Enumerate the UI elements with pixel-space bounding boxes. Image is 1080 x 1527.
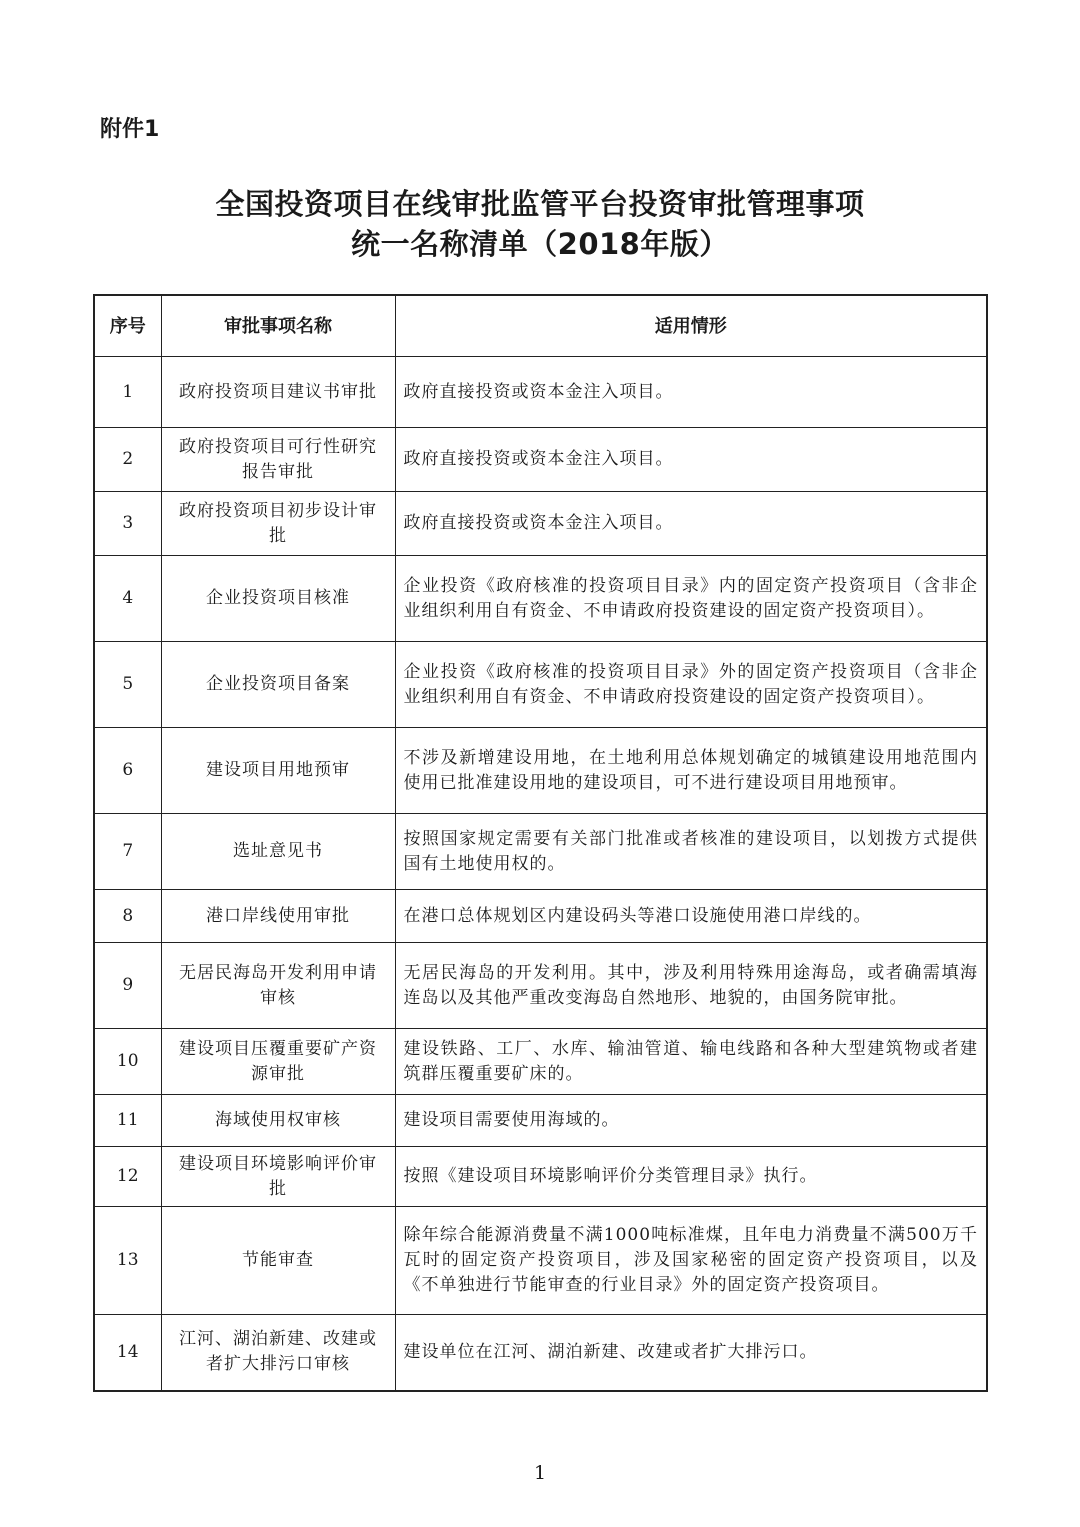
document-title-line-1: 全国投资项目在线审批监管平台投资审批管理事项 — [215, 187, 865, 221]
table-row — [94, 428, 987, 492]
row-scope: 建设铁路、工厂、水库、输油管道、输电线路和各种大型建筑物或者建筑群压覆重要矿床的。 — [395, 1029, 987, 1095]
row-seq: 6 — [94, 728, 161, 814]
row-seq: 7 — [94, 814, 161, 890]
row-scope: 按照国家规定需要有关部门批准或者核准的建设项目，以划拨方式提供国有土地使用权的。 — [395, 814, 987, 890]
row-seq: 9 — [94, 943, 161, 1029]
row-seq: 5 — [94, 642, 161, 728]
row-name: 港口岸线使用审批 — [161, 890, 395, 943]
row-name: 建设项目用地预审 — [161, 728, 395, 814]
table-row — [94, 890, 987, 943]
row-name: 海域使用权审核 — [161, 1095, 395, 1147]
row-scope: 建设单位在江河、湖泊新建、改建或者扩大排污口。 — [395, 1315, 987, 1391]
page-number: 1 — [533, 1462, 547, 1484]
row-seq: 2 — [94, 428, 161, 492]
row-name: 企业投资项目备案 — [161, 642, 395, 728]
attachment-label: 附件1 — [100, 117, 160, 142]
header-scope: 适用情形 — [395, 295, 987, 357]
table-row — [94, 1315, 987, 1391]
row-name: 政府投资项目初步设计审批 — [161, 492, 395, 556]
row-scope: 不涉及新增建设用地，在土地利用总体规划确定的城镇建设用地范围内使用已批准建设用地的建设项目，可不进行建设项目用地预审。 — [395, 728, 987, 814]
table-row — [94, 1095, 987, 1147]
table-row — [94, 814, 987, 890]
row-seq: 3 — [94, 492, 161, 556]
table-row — [94, 642, 987, 728]
row-seq: 4 — [94, 556, 161, 642]
row-scope: 政府直接投资或资本金注入项目。 — [395, 492, 987, 556]
row-name: 建设项目压覆重要矿产资源审批 — [161, 1029, 395, 1095]
table-row — [94, 943, 987, 1029]
row-scope: 政府直接投资或资本金注入项目。 — [395, 428, 987, 492]
approval-items-table — [93, 294, 988, 1392]
row-name: 政府投资项目可行性研究报告审批 — [161, 428, 395, 492]
row-scope: 企业投资《政府核准的投资项目目录》内的固定资产投资项目（含非企业组织利用自有资金、不申请政府投资建设的固定资产投资项目）。 — [395, 556, 987, 642]
row-name: 江河、湖泊新建、改建或者扩大排污口审核 — [161, 1315, 395, 1391]
row-scope: 无居民海岛的开发利用。其中，涉及利用特殊用途海岛，或者确需填海连岛以及其他严重改变海岛自然地形、地貌的，由国务院审批。 — [395, 943, 987, 1029]
table-row — [94, 728, 987, 814]
row-name: 选址意见书 — [161, 814, 395, 890]
row-scope: 企业投资《政府核准的投资项目目录》外的固定资产投资项目（含非企业组织利用自有资金、不申请政府投资建设的固定资产投资项目）。 — [395, 642, 987, 728]
row-seq: 13 — [94, 1207, 161, 1315]
table-row — [94, 1207, 987, 1315]
row-seq: 11 — [94, 1095, 161, 1147]
table-row — [94, 556, 987, 642]
row-seq: 14 — [94, 1315, 161, 1391]
row-name: 政府投资项目建议书审批 — [161, 357, 395, 428]
row-name: 节能审查 — [161, 1207, 395, 1315]
row-scope: 除年综合能源消费量不满1000吨标准煤，且年电力消费量不满500万千瓦时的固定资产投资项目，涉及国家秘密的固定资产投资项目，以及《不单独进行节能审查的行业目录》外的固定资产投资项目。 — [395, 1207, 987, 1315]
row-seq: 8 — [94, 890, 161, 943]
row-scope: 政府直接投资或资本金注入项目。 — [395, 357, 987, 428]
row-scope: 建设项目需要使用海域的。 — [395, 1095, 987, 1147]
row-seq: 1 — [94, 357, 161, 428]
row-seq: 10 — [94, 1029, 161, 1095]
table-row — [94, 357, 987, 428]
table-header-row — [94, 295, 987, 357]
document-title-line-2: 统一名称清单（2018年版） — [351, 227, 729, 261]
row-seq: 12 — [94, 1147, 161, 1207]
row-name: 建设项目环境影响评价审批 — [161, 1147, 395, 1207]
row-scope: 在港口总体规划区内建设码头等港口设施使用港口岸线的。 — [395, 890, 987, 943]
row-name: 企业投资项目核准 — [161, 556, 395, 642]
row-name: 无居民海岛开发利用申请审核 — [161, 943, 395, 1029]
header-seq: 序号 — [94, 295, 161, 357]
header-name: 审批事项名称 — [161, 295, 395, 357]
table-row — [94, 492, 987, 556]
table-row — [94, 1029, 987, 1095]
table-row — [94, 1147, 987, 1207]
row-scope: 按照《建设项目环境影响评价分类管理目录》执行。 — [395, 1147, 987, 1207]
